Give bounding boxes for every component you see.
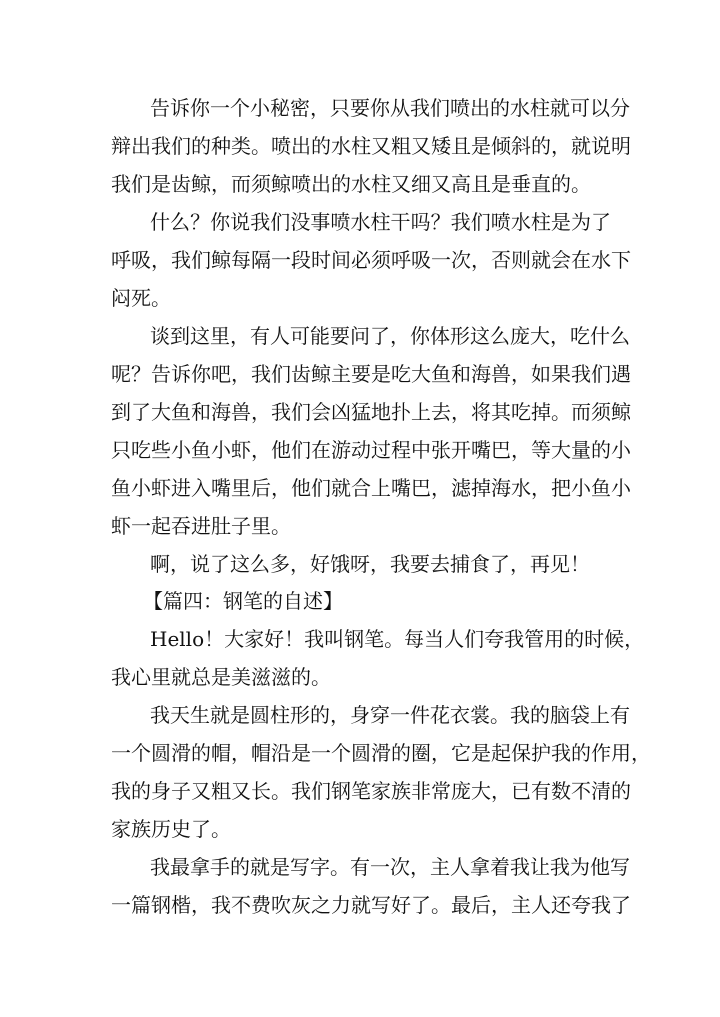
paragraph-6-line-2: 一个圆滑的帽，帽沿是一个圆滑的圈，它是起保护我的作用， xyxy=(111,741,651,765)
paragraph-3-line-2: 呢？告诉你吧，我们齿鲸主要是吃大鱼和海兽，如果我们遇 xyxy=(111,362,631,386)
paragraph-3-line-3: 到了大鱼和海兽，我们会凶猛地扑上去，将其吃掉。而须鲸 xyxy=(111,400,631,424)
paragraph-6-line-3: 我的身子又粗又长。我们钢笔家族非常庞大，已有数不清的 xyxy=(111,779,631,803)
paragraph-6-line-1: 我天生就是圆柱形的，身穿一件花衣裳。我的脑袋上有 xyxy=(150,703,630,727)
paragraph-2-line-1: 什么？你说我们没事喷水柱干吗？我们喷水柱是为了 xyxy=(150,210,611,234)
paragraph-1-line-3: 我们是齿鲸，而须鲸喷出的水柱又细又高且是垂直的。 xyxy=(111,172,591,196)
paragraph-3-line-4: 只吃些小鱼小虾，他们在游动过程中张开嘴巴，等大量的小 xyxy=(111,438,631,462)
paragraph-1-line-2: 辩出我们的种类。喷出的水柱又粗又矮且是倾斜的，就说明 xyxy=(111,134,631,158)
paragraph-4-line-1: 啊，说了这么多，好饿呀，我要去捕食了，再见！ xyxy=(150,552,590,576)
paragraph-3-line-1: 谈到这里，有人可能要问了，你体形这么庞大，吃什么 xyxy=(150,324,630,348)
paragraph-3-line-5: 鱼小虾进入嘴里后，他们就合上嘴巴，滤掉海水，把小鱼小 xyxy=(111,476,631,500)
paragraph-7-line-1: 我最拿手的就是写字。有一次，主人拿着我让我为他写 xyxy=(150,855,630,879)
paragraph-6-line-4: 家族历史了。 xyxy=(111,817,231,841)
paragraph-5-line-2: 我心里就总是美滋滋的。 xyxy=(111,665,331,689)
paragraph-2-line-2: 呼吸，我们鲸每隔一段时间必须呼吸一次，否则就会在水下 xyxy=(111,248,631,272)
paragraph-5-line-1: Hello！大家好！我叫钢笔。每当人们夸我管用的时候， xyxy=(150,627,645,651)
paragraph-3-line-6: 虾一起吞进肚子里。 xyxy=(111,514,291,538)
paragraph-2-line-3: 闷死。 xyxy=(111,286,171,310)
section-heading: 【篇四：钢笔的自述】 xyxy=(143,589,343,613)
paragraph-7-line-2: 一篇钢楷，我不费吹灰之力就写好了。最后，主人还夸我了 xyxy=(111,893,631,917)
paragraph-1-line-1: 告诉你一个小秘密，只要你从我们喷出的水柱就可以分 xyxy=(150,96,630,120)
